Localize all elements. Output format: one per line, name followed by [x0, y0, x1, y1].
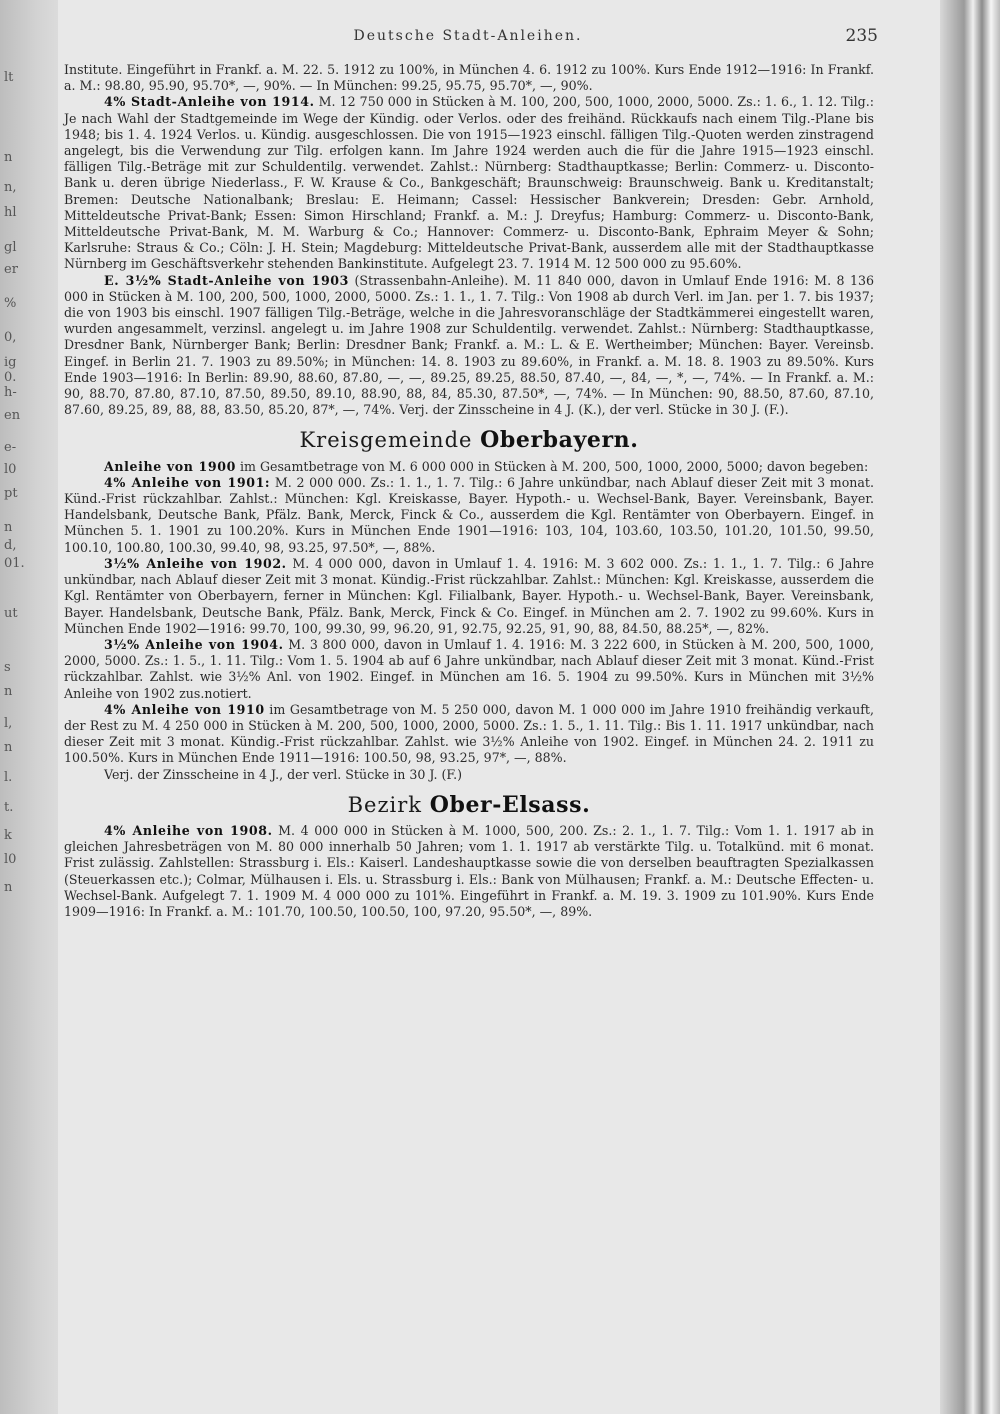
page-header [58, 28, 878, 52]
margin-fragment: k [4, 828, 12, 843]
section-title-prefix: Bezirk [347, 792, 430, 817]
margin-fragment: 0, [4, 330, 17, 345]
section-title-prefix: Kreisgemeinde [299, 428, 481, 453]
entry-text: M. 2 000 000. Zs.: 1. 1., 1. 7. Tilg.: 6 Jahre unkündbar, nach Ablauf dieser Zeit mit 3 monat. Künd.-Frist rückzahlbar. Zahlst.: München: Kgl. Kreiskasse, Bayer. Hypoth.- u. Wechsel-Bank, Bayer. Vereinsbank, Bayer. Handelsbank, Deutsche Bank, Pfälz. Bank, Merck, Finck & Co., ausserdem die Kgl. Rentämter von Oberbayern. Eingef. in München 5. 1. 1901 zu 100.20%. Kurs in München Ende 1901—1916: 103, 104, 103.60, 103.50, 101.20, 101.50, 99.50, 100.10, 100.80, 100.30, 99.40, 98, 93.25, 97.50*, —, 88%. [64, 474, 874, 555]
paragraph [64, 556, 874, 637]
margin-fragment: s [4, 660, 11, 675]
margin-fragment: % [4, 296, 17, 311]
margin-fragment: l0 [4, 852, 17, 867]
paragraph [64, 459, 874, 475]
section-title [64, 791, 874, 818]
entry-heading: 3½% Anleihe von 1904. [104, 636, 284, 652]
margin-fragment: n [4, 150, 13, 165]
margin-fragment: l0 [4, 462, 17, 477]
margin-fragment: d, [4, 538, 17, 553]
margin-fragment: n [4, 684, 13, 699]
margin-fragment: e- [4, 440, 17, 455]
margin-fragment: h- [4, 385, 17, 400]
paragraph [64, 637, 874, 702]
margin-fragment: l, [4, 716, 13, 731]
paragraph: Institute. Eingeführt in Frankf. a. M. 22. 5. 1912 zu 100%, in München 4. 6. 1912 zu 100%. Kurs Ende 1912—1916: In Frankf. a. M.: 98.80, 95.90, 95.70*, —, 90%. — In München: 99.25, 95.75, 95.70*, —, 90%. [64, 62, 874, 94]
paragraph [64, 475, 874, 556]
running-head: Deutsche Stadt-Anleihen. [353, 28, 583, 44]
entry-text: im Gesamtbetrage von M. 6 000 000 in Stücken à M. 200, 500, 1000, 2000, 5000; davon begeben: [235, 458, 869, 474]
margin-fragment: n, [4, 180, 17, 195]
paragraph [64, 273, 874, 419]
entry-text: M. 12 750 000 in Stücken à M. 100, 200, 500, 1000, 2000, 5000. Zs.: 1. 6., 1. 12. Tilg.: Je nach Wahl der Stadtgemeinde im Wege der Kündig. oder Verlos. oder des freihänd. Rückkaufs nach einem Tilg.-Plane bis 1948; bis 1. 4. 1924 Verlos. u. Kündig. ausgeschlossen. Die von 1915—1923 einschl. fälligen Tilg.-Quoten werden zinstragend angelegt, bis die Verwendung zur Tilg. erfolgen kann. Im Jahre 1924 werden auch die für die Jahre 1915—1923 einschl. fälligen Tilg.-Beträge mit zur Schuldentilg. verwendet. Zahlst.: Nürnberg: Stadthauptkasse; Berlin: Commerz- u. Disconto-Bank u. deren übrige Niederlass., F. W. Krause & Co., Bankgeschäft; Braunschweig: Braunschweig. Bank u. Kreditanstalt; Bremen: Deutsche Nationalbank; Breslau: E. Heimann; Cassel: Hessischer Bankverein; Dresden: Gebr. Arnhold, Mitteldeutsche Privat-Bank; Essen: Simon Hirschland; Frankf. a. M.: J. Dreyfus; Hamburg: Commerz- u. Disconto-Bank, Mitteldeutsche Privat-Bank, M. M. Warburg & Co.; Hannover: Commerz- u. Disconto-Bank, Ephraim Meyer & Sohn; Karlsruhe: Straus & Co.; Cöln: J. H. Stein; Magdeburg: Mitteldeutsche Privat-Bank, ausserdem alle mit der Stadthauptkasse Nürnberg im Geschäftsverkehr stehenden Bankinstitute. Aufgelegt 23. 7. 1914 M. 12 500 000 zu 95.60%. [64, 94, 874, 272]
margin-fragment: n [4, 520, 13, 535]
margin-fragment: 01. [4, 556, 25, 571]
section-title-bold: Ober-Elsass. [429, 791, 591, 818]
section-title-bold: Oberbayern. [480, 427, 639, 454]
paragraph: Verj. der Zinsscheine in 4 J., der verl. Stücke in 30 J. (F.) [104, 766, 463, 782]
entry-heading: E. 3½% Stadt-Anleihe von 1903 [104, 272, 350, 288]
paragraph [64, 94, 874, 272]
margin-fragment: n [4, 880, 13, 895]
margin-fragment: n [4, 740, 13, 755]
margin-fragment: pt [4, 486, 18, 501]
paragraph [64, 702, 874, 767]
margin-fragment: ig [4, 355, 17, 370]
entry-heading: Anleihe von 1900 [104, 458, 236, 474]
section-title [64, 427, 874, 454]
entry-heading: 4% Anleihe von 1901: [104, 474, 271, 490]
entry-heading: 4% Anleihe von 1910 [104, 701, 265, 717]
book-page [58, 0, 942, 1414]
margin-fragment: lt [4, 70, 14, 85]
margin-fragment: en [4, 408, 21, 423]
entry-text: M. 3 800 000, davon in Umlauf 1. 4. 1916: M. 3 222 600, in Stücken à M. 200, 500, 1000, 2000, 5000. Zs.: 1. 5., 1. 11. Tilg.: Vom 1. 5. 1904 ab auf 6 Jahre unkündbar, nach Ablauf dieser Zeit mit 3 monat. Künd.-Frist rückzahlbar. Zahlst. wie 3½% Anl. von 1902. Eingef. in München am 16. 5. 1904 zu 99.50%. Kurs in München mit 3½% Anleihe von 1902 zus.notiert. [64, 636, 874, 701]
margin-fragment: t. [4, 800, 14, 815]
entry-text: (Strassenbahn-Anleihe). M. 11 840 000, davon in Umlauf Ende 1916: M. 8 136 000 in Stücken à M. 100, 200, 500, 1000, 2000, 5000. Zs.: 1. 1., 1. 7. Tilg.: Von 1908 ab durch Verl. im Jan. per 1. 7. bis 1937; die von 1903 bis einschl. 1907 fälligen Tilg.-Beträge, welche in die Jahresvoranschläge der Stadtkämmerei eingestellt waren, wurden angesammelt, verzinsl. angelegt u. im Jahre 1908 zur Schuldentilg. verwendet. Zahlst.: Nürnberg: Stadthauptkasse, Dresdner Bank, Nürnberger Bank; Berlin: Dresdner Bank; Frankf. a. M.: L. & E. Wertheimber; München: Bayer. Vereinsb. Eingef. in Berlin 21. 7. 1903 zu 89.50%; in München: 14. 8. 1903 zu 89.60%, in Frankf. a. M. 18. 8. 1903 zu 89.50%. Kurs Ende 1903—1916: In Berlin: 89.90, 88.60, 87.80, —, —, 89.25, 89.25, 88.50, 87.40, —, 84, —, *, —, 74%. — In Frankf. a. M.: 90, 88.70, 87.80, 87.10, 87.50, 89.50, 89.10, 88.90, 88, 84, 85.30, 87.50*, —, 74%. — In München: 90, 88.50, 87.60, 87.10, 87.60, 89.25, 89, 88, 88, 83.50, 85.20, 87*, —, 74%. Verj. der Zinsscheine in 4 J. (K.), der verl. Stücke in 30 J. (F.). [64, 272, 874, 418]
margin-fragment: gl [4, 240, 17, 255]
margin-fragment: er [4, 262, 18, 277]
entry-text: M. 4 000 000, davon in Umlauf 1. 4. 1916: M. 3 602 000. Zs.: 1. 1., 1. 7. Tilg.: 6 Jahre unkündbar, nach Ablauf dieser Zeit mit 3 monat. Kündig.-Frist rückzahlbar. Zahlst.: München: Kgl. Kreiskasse, ausserdem die Kgl. Rentämter von Oberbayern, ferner in München: Kgl. Filialbank, Bayer. Hypoth.- u. Wechsel-Bank, Bayer. Vereinsbank, Bayer. Handelsbank, Deutsche Bank, Pfälz. Bank, Merck, Finck & Co. Eingef. in München am 2. 7. 1902 zu 99.60%. Kurs in München Ende 1902—1916: 99.70, 100, 99.30, 99, 96.20, 91, 92.75, 92.25, 91, 90, 88, 84.50, 88.25*, —, 82%. [64, 555, 874, 636]
page-number: 235 [845, 26, 878, 46]
margin-fragment: 0. [4, 370, 17, 385]
entry-heading: 3½% Anleihe von 1902. [104, 555, 287, 571]
margin-fragment: l. [4, 770, 13, 785]
margin-fragment: ut [4, 606, 18, 621]
book-edge [940, 0, 1000, 1414]
entry-text: M. 4 000 000 in Stücken à M. 1000, 500, 200. Zs.: 2. 1., 1. 7. Tilg.: Vom 1. 1. 1917 ab in gleichen Jahresbeträgen von M. 80 000 innerhalb 50 Jahren; vom 1. 1. 1917 ab verstärkte Tilg. u. Totalkünd. mit 6 monat. Frist zulässig. Zahlstellen: Strassburg i. Els.: Kaiserl. Landeshauptkasse sowie die von derselben beauftragten Spezialkassen (Steuerkassen etc.); Colmar, Mülhausen i. Els. u. Strassburg i. Els.: Bank von Mülhausen; Frankf. a. M.: Deutsche Effecten- u. Wechsel-Bank. Aufgelegt 7. 1. 1909 M. 4 000 000 zu 101%. Eingeführt in Frankf. a. M. 19. 3. 1909 zu 101.90%. Kurs Ende 1909—1916: In Frankf. a. M.: 101.70, 100.50, 100.50, 100, 97.20, 95.50*, —, 89%. [64, 822, 874, 919]
entry-text: im Gesamtbetrage von M. 5 250 000, davon M. 1 000 000 im Jahre 1910 freihändig verkauft, der Rest zu M. 4 250 000 in Stücken à M. 200, 500, 1000, 2000, 5000. Zs.: 1. 5., 1. 11. Tilg.: Bis 1. 11. 1917 unkündbar, nach dieser Zeit mit 3 monat. Kündig.-Frist rückzahlbar. Zahlst. wie 3½% Anleihe von 1902. Eingef. in München 24. 2. 1911 zu 100.50%. Kurs in München Ende 1911—1916: 100.50, 98, 93.25, 97*, —, 88%. [64, 701, 875, 766]
entry-heading: 4% Anleihe von 1908. [104, 822, 273, 838]
text-column [64, 62, 874, 920]
margin-fragment: hl [4, 205, 17, 220]
facing-page-edge [0, 0, 60, 1414]
paragraph [64, 823, 874, 920]
entry-heading: 4% Stadt-Anleihe von 1914. [104, 94, 315, 110]
